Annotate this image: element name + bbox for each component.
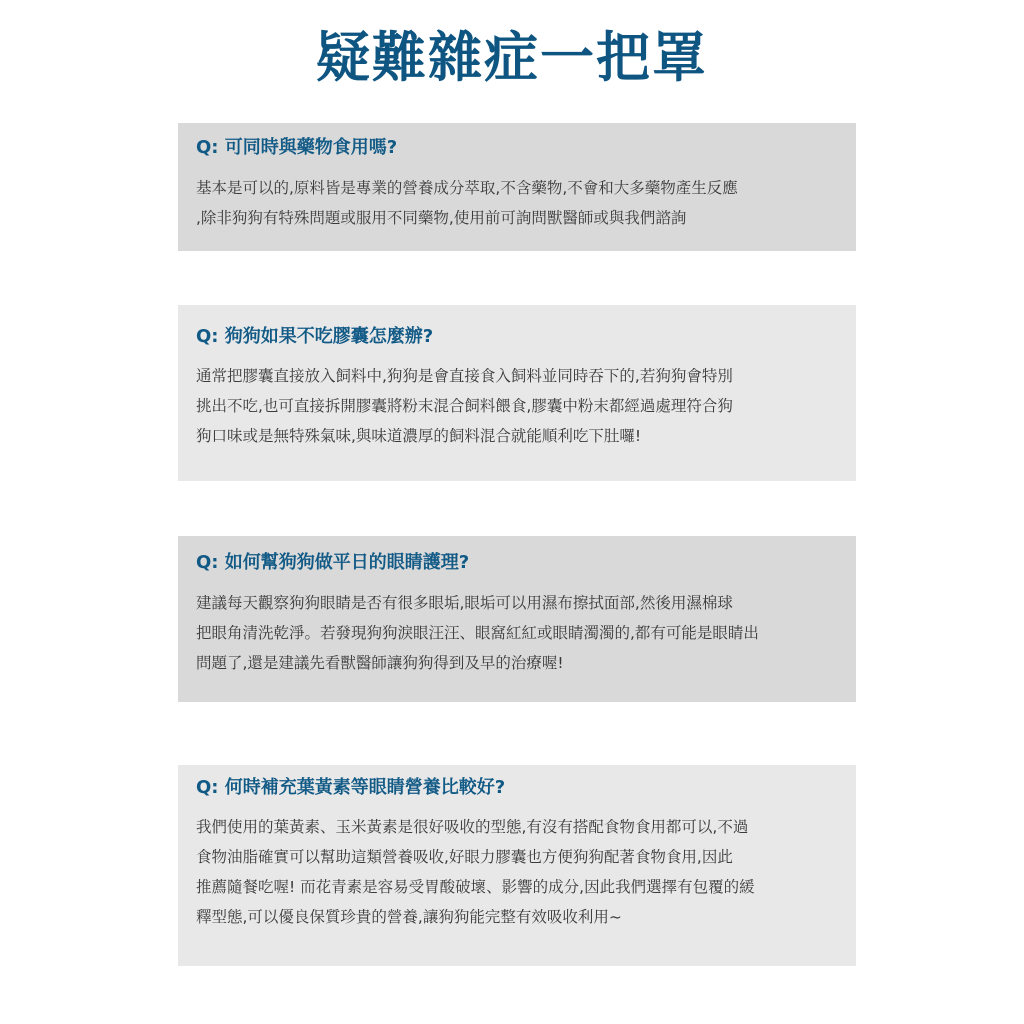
faq-answer-line: 食物油脂確實可以幫助這類營養吸收,好眼力膠囊也方便狗狗配著食物食用,因此: [196, 848, 733, 866]
faq-card: [178, 123, 856, 251]
faq-answer: [196, 588, 842, 678]
faq-answer-line: 把眼角清洗乾淨。若發現狗狗淚眼汪汪、眼窩紅紅或眼睛濁濁的,都有可能是眼睛出: [196, 624, 759, 642]
faq-card: [178, 536, 856, 702]
faq-card: [178, 765, 856, 966]
page-title: 疑難雜症一把罩: [316, 26, 708, 89]
faq-answer-line: 問題了,還是建議先看獸醫師讓狗狗得到及早的治療喔!: [196, 654, 564, 672]
faq-question: Q: 狗狗如果不吃膠囊怎麼辦?: [196, 326, 434, 347]
faq-answer-line: 狗口味或是無特殊氣味,與味道濃厚的飼料混合就能順利吃下肚囉!: [196, 427, 642, 445]
faq-answer-line: 挑出不吃,也可直接拆開膠囊將粉末混合飼料餵食,膠囊中粉末都經過處理符合狗: [196, 397, 733, 415]
faq-answer: [196, 173, 842, 233]
faq-answer-line: 釋型態,可以優良保質珍貴的營養,讓狗狗能完整有效吸收利用~: [196, 908, 622, 926]
faq-answer: [196, 361, 842, 451]
faq-answer-line: 建議每天觀察狗狗眼睛是否有很多眼垢,眼垢可以用濕布擦拭面部,然後用濕棉球: [196, 594, 733, 612]
faq-answer-line: ,除非狗狗有特殊問題或服用不同藥物,使用前可詢問獸醫師或與我們諮詢: [196, 209, 687, 227]
faq-question: Q: 可同時與藥物食用嗎?: [196, 137, 398, 158]
faq-answer: [196, 812, 842, 932]
faq-question: Q: 何時補充葉黃素等眼睛營養比較好?: [196, 777, 506, 798]
faq-answer-line: 我們使用的葉黃素、玉米黃素是很好吸收的型態,有沒有搭配食物食用都可以,不過: [196, 818, 749, 836]
faq-answer-line: 推薦隨餐吃喔! 而花青素是容易受胃酸破壞、影響的成分,因此我們選擇有包覆的緩: [196, 878, 755, 896]
faq-answer-line: 基本是可以的,原料皆是專業的營養成分萃取,不含藥物,不會和大多藥物產生反應: [196, 179, 738, 197]
faq-question: Q: 如何幫狗狗做平日的眼睛護理?: [196, 552, 470, 573]
faq-answer-line: 通常把膠囊直接放入飼料中,狗狗是會直接食入飼料並同時吞下的,若狗狗會特別: [196, 367, 733, 385]
faq-card: [178, 305, 856, 481]
